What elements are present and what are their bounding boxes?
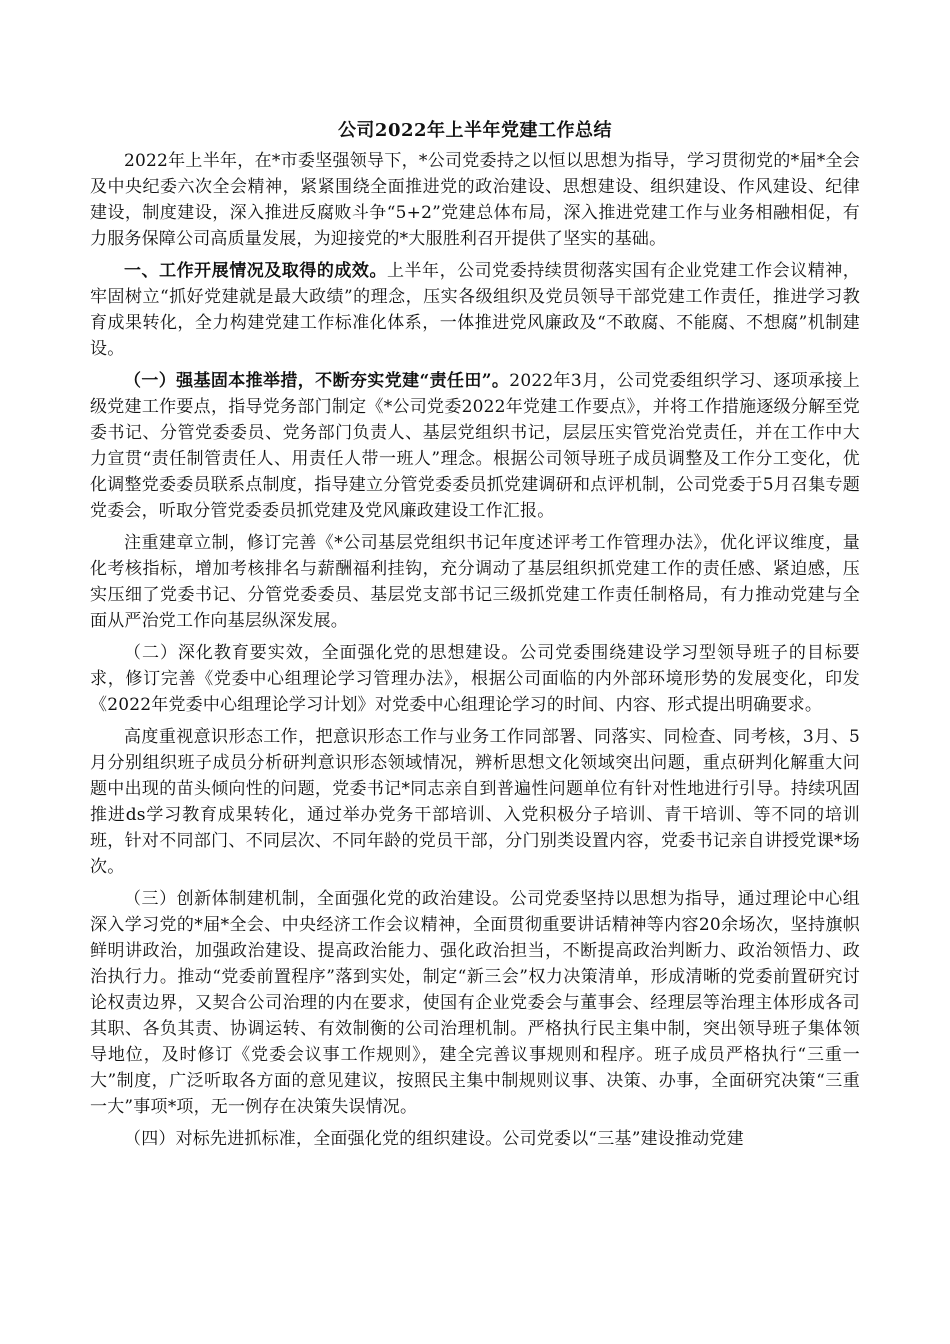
- section-one-heading: 一、工作开展情况及取得的成效。: [124, 261, 387, 281]
- subsection-four-text: （四）对标先进抓标准，全面强化党的组织建设。公司党委以“三基”建设推动党建: [124, 1129, 744, 1149]
- document-title: 公司2022年上半年党建工作总结: [337, 120, 613, 141]
- paragraph-section-one: [90, 258, 860, 362]
- paragraph-subsection-one: [90, 368, 860, 524]
- paragraph-ideology: [90, 724, 860, 880]
- paragraph-ideology-text: 高度重视意识形态工作，把意识形态工作与业务工作同部署、同落实、同检查、同考核，3月、5月分别组织班子成员分析研判意识形态领域情况，辨析思想文化领域突出问题，重点研判化解重大问题中出现的苗头倾向性的问题，党委书记*同志亲自到普遍性问题单位有针对性地进行引导。持续巩固推进ds学习教育成果转化，通过举办党务干部培训、入党积极分子培训、青干培训、等不同的培训班，针对不同部门、不同层次、不同年龄的党员干部，分门别类设置内容，党委书记亲自讲授党课*场次。: [90, 727, 860, 877]
- subsection-one-text: 2022年3月，公司党委组织学习、逐项承接上级党建工作要点，指导党务部门制定《*公司党委2022年党建工作要点》，并将工作措施逐级分解至党委书记、分管党委委员、党务部门负责人、基层党组织书记，层层压实管党治党责任，并在工作中大力宣贯“责任制管责任人、用责任人带一班人”理念。根据公司领导班子成员调整及工作分工变化，优化调整党委委员联系点制度，指导建立分管党委委员抓党建调研和点评机制，公司党委于5月召集专题党委会，听取分管党委委员抓党建及党风廉政建设工作汇报。: [90, 371, 861, 521]
- paragraph-intro: [90, 148, 860, 252]
- subsection-two-text: （二）深化教育要实效，全面强化党的思想建设。公司党委围绕建设学习型领导班子的目标要求，修订完善《党委中心组理论学习管理办法》，根据公司面临的内外部环境形势的发展变化，印发《2022年党委中心组理论学习计划》对党委中心组理论学习的时间、内容、形式提出明确要求。: [90, 643, 860, 715]
- document-page: [90, 118, 860, 1158]
- subsection-three-text: （三）创新体制建机制，全面强化党的政治建设。公司党委坚持以思想为指导，通过理论中心组深入学习党的*届*全会、中央经济工作会议精神，全面贯彻重要讲话精神等内容20余场次，坚持旗帜鲜明讲政治，加强政治建设、提高政治能力、强化政治担当，不断提高政治判断力、政治领悟力、政治执行力。推动“党委前置程序”落到实处，制定“新三会”权力决策清单，形成清晰的党委前置研究讨论权责边界，又契合公司治理的内在要求，使国有企业党委会与董事会、经理层等治理主体形成各司其职、各负其责、协调运转、有效制衡的公司治理机制。严格执行民主集中制，突出领导班子集体领导地位，及时修订《党委会议事工作规则》，建全完善议事规则和程序。班子成员严格执行“三重一大”制度，广泛听取各方面的意见建议，按照民主集中制规则议事、决策、办事，全面研究决策“三重一大”事项*项，无一例存在决策失误情况。: [90, 889, 860, 1117]
- paragraph-subsection-three: [90, 886, 860, 1120]
- paragraph-intro-text: 2022年上半年，在*市委坚强领导下，*公司党委持之以恒以思想为指导，学习贯彻党的*届*全会及中央纪委六次全会精神，紧紧围绕全面推进党的政治建设、思想建设、组织建设、作风建设、纪律建设，制度建设，深入推进反腐败斗争“5+2”党建总体布局，深入推进党建工作与业务相融相促，有力服务保障公司高质量发展，为迎接党的*大服胜利召开提供了坚实的基础。: [90, 151, 860, 249]
- paragraph-subsection-two: [90, 640, 860, 718]
- section-one-text: 上半年，公司党委持续贯彻落实国有企业党建工作会议精神，牢固树立“抓好党建就是最大政绩”的理念，压实各级组织及党员领导干部党建工作责任，推进学习教育成果转化，全力构建党建工作标准化体系，一体推进党风廉政及“不敢腐、不能腐、不想腐”机制建设。: [90, 261, 861, 359]
- paragraph-rules: [90, 530, 860, 634]
- paragraph-subsection-four: [90, 1126, 860, 1152]
- subsection-one-heading: （一）强基固本推举措，不断夯实党建“责任田”。: [124, 371, 510, 391]
- paragraph-rules-text: 注重建章立制，修订完善《*公司基层党组织书记年度述评考工作管理办法》，优化评议维度，量化考核指标，增加考核排名与薪酬福利挂钩，充分调动了基层组织抓党建工作的责任感、紧迫感，压实压细了党委书记、分管党委委员、基层党支部书记三级抓党建工作责任制格局，有力推动党建与全面从严治党工作向基层纵深发展。: [90, 533, 860, 631]
